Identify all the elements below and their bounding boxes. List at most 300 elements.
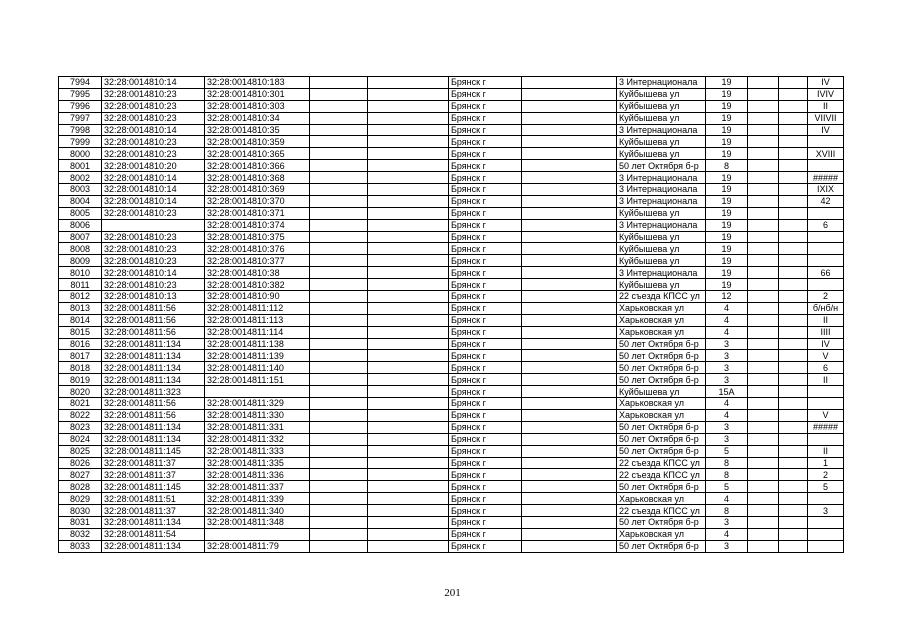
cell-col-4 — [310, 421, 368, 433]
cell-object-number: 32:28:0014811:340 — [205, 505, 310, 517]
cell-col-5 — [368, 505, 449, 517]
cell-street: 50 лет Октября б-р — [617, 481, 706, 493]
cell-city: Брянск г — [449, 540, 522, 552]
cell-street: 50 лет Октября б-р — [617, 516, 706, 528]
cell-street: 50 лет Октября б-р — [617, 350, 706, 362]
table-row — [59, 219, 844, 231]
cell-street: Куйбышева ул — [617, 112, 706, 124]
cell-col-5 — [368, 184, 449, 196]
cell-parcel-number: 32:28:0014811:323 — [102, 386, 205, 398]
cell-city: Брянск г — [449, 172, 522, 184]
cell-col-5 — [368, 540, 449, 552]
cell-col-5 — [368, 314, 449, 326]
cell-col-10 — [748, 338, 779, 350]
cell-col-11 — [779, 374, 808, 386]
cell-col-4 — [310, 362, 368, 374]
cell-col-10 — [748, 148, 779, 160]
cell-street: Харьковская ул — [617, 493, 706, 505]
cell-col-7 — [522, 433, 617, 445]
cell-apartment — [808, 516, 844, 528]
cell-city: Брянск г — [449, 255, 522, 267]
table-row — [59, 231, 844, 243]
cell-object-number: 32:28:0014811:348 — [205, 516, 310, 528]
cell-col-7 — [522, 493, 617, 505]
cell-house: 19 — [706, 195, 748, 207]
cell-col-4 — [310, 457, 368, 469]
cell-object-number: 32:28:0014811:337 — [205, 481, 310, 493]
cell-object-number: 32:28:0014811:79 — [205, 540, 310, 552]
cell-house: 8 — [706, 160, 748, 172]
cell-col-5 — [368, 326, 449, 338]
cell-apartment — [808, 398, 844, 410]
cell-col-11 — [779, 302, 808, 314]
cell-city: Брянск г — [449, 481, 522, 493]
cell-apartment — [808, 136, 844, 148]
cell-apartment: 2 — [808, 291, 844, 303]
cell-parcel-number: 32:28:0014811:145 — [102, 481, 205, 493]
cell-col-5 — [368, 398, 449, 410]
cell-house: 12 — [706, 291, 748, 303]
cell-house: 3 — [706, 516, 748, 528]
cell-parcel-number: 32:28:0014810:23 — [102, 112, 205, 124]
cell-apartment: II — [808, 445, 844, 457]
table-row — [59, 481, 844, 493]
cell-city: Брянск г — [449, 374, 522, 386]
cell-col-7 — [522, 326, 617, 338]
cell-row-number: 8001 — [59, 160, 102, 172]
cell-col-4 — [310, 445, 368, 457]
cell-col-10 — [748, 112, 779, 124]
cell-city: Брянск г — [449, 136, 522, 148]
cell-col-7 — [522, 338, 617, 350]
cell-row-number: 8025 — [59, 445, 102, 457]
cell-col-5 — [368, 421, 449, 433]
cell-col-5 — [368, 255, 449, 267]
cell-row-number: 8008 — [59, 243, 102, 255]
cell-col-11 — [779, 255, 808, 267]
cell-col-4 — [310, 148, 368, 160]
cell-col-7 — [522, 88, 617, 100]
cell-col-5 — [368, 219, 449, 231]
cell-col-7 — [522, 445, 617, 457]
cell-object-number: 32:28:0014810:370 — [205, 195, 310, 207]
cell-parcel-number: 32:28:0014811:56 — [102, 314, 205, 326]
cell-object-number: 32:28:0014811:331 — [205, 421, 310, 433]
cell-parcel-number: 32:28:0014810:23 — [102, 255, 205, 267]
cell-house: 19 — [706, 112, 748, 124]
cell-row-number: 8005 — [59, 207, 102, 219]
cell-col-10 — [748, 409, 779, 421]
cell-apartment: IXIX — [808, 184, 844, 196]
cell-object-number: 32:28:0014810:369 — [205, 184, 310, 196]
cell-col-10 — [748, 445, 779, 457]
cell-col-7 — [522, 469, 617, 481]
cell-row-number: 8031 — [59, 516, 102, 528]
cell-parcel-number: 32:28:0014810:23 — [102, 136, 205, 148]
cell-house: 4 — [706, 314, 748, 326]
cell-parcel-number: 32:28:0014810:13 — [102, 291, 205, 303]
cell-col-10 — [748, 398, 779, 410]
cell-col-7 — [522, 100, 617, 112]
cell-col-10 — [748, 219, 779, 231]
cell-apartment: 5 — [808, 481, 844, 493]
cell-col-10 — [748, 457, 779, 469]
cadastral-table — [58, 76, 844, 553]
cell-col-7 — [522, 112, 617, 124]
cell-apartment — [808, 528, 844, 540]
cell-col-4 — [310, 481, 368, 493]
cell-city: Брянск г — [449, 314, 522, 326]
cell-apartment: 6 — [808, 362, 844, 374]
cell-city: Брянск г — [449, 528, 522, 540]
cell-house: 19 — [706, 124, 748, 136]
cell-col-4 — [310, 398, 368, 410]
table-row — [59, 362, 844, 374]
cell-row-number: 8030 — [59, 505, 102, 517]
cell-street: 3 Интернационала — [617, 77, 706, 89]
cell-col-7 — [522, 243, 617, 255]
cell-house: 19 — [706, 172, 748, 184]
cell-col-10 — [748, 136, 779, 148]
cell-apartment: 42 — [808, 195, 844, 207]
cell-house: 4 — [706, 302, 748, 314]
table-row — [59, 457, 844, 469]
cell-object-number — [205, 386, 310, 398]
cell-col-5 — [368, 481, 449, 493]
cell-col-7 — [522, 314, 617, 326]
cell-street: Куйбышева ул — [617, 231, 706, 243]
cell-col-7 — [522, 207, 617, 219]
cell-apartment: 6 — [808, 219, 844, 231]
cell-city: Брянск г — [449, 350, 522, 362]
cell-apartment — [808, 207, 844, 219]
cell-col-4 — [310, 172, 368, 184]
cell-col-11 — [779, 148, 808, 160]
cell-col-10 — [748, 326, 779, 338]
cell-col-10 — [748, 243, 779, 255]
cell-object-number: 32:28:0014810:382 — [205, 279, 310, 291]
cell-street: 50 лет Октября б-р — [617, 540, 706, 552]
table-row — [59, 374, 844, 386]
cell-city: Брянск г — [449, 124, 522, 136]
cell-col-4 — [310, 160, 368, 172]
cell-object-number: 32:28:0014810:301 — [205, 88, 310, 100]
cell-house: 4 — [706, 528, 748, 540]
cell-street: 3 Интернационала — [617, 184, 706, 196]
cell-parcel-number: 32:28:0014811:134 — [102, 350, 205, 362]
cell-street: Куйбышева ул — [617, 100, 706, 112]
cell-col-4 — [310, 291, 368, 303]
cell-apartment: б/нб/н — [808, 302, 844, 314]
cell-house: 19 — [706, 279, 748, 291]
table-row — [59, 540, 844, 552]
cell-street: 50 лет Октября б-р — [617, 160, 706, 172]
table-row — [59, 255, 844, 267]
cell-col-4 — [310, 255, 368, 267]
cell-row-number: 8003 — [59, 184, 102, 196]
cell-col-5 — [368, 195, 449, 207]
cell-parcel-number: 32:28:0014810:14 — [102, 184, 205, 196]
cell-street: 22 съезда КПСС ул — [617, 457, 706, 469]
cell-col-4 — [310, 469, 368, 481]
cell-city: Брянск г — [449, 421, 522, 433]
cell-col-11 — [779, 421, 808, 433]
cell-col-7 — [522, 160, 617, 172]
cell-col-7 — [522, 421, 617, 433]
cell-col-10 — [748, 100, 779, 112]
cell-col-4 — [310, 77, 368, 89]
cell-col-5 — [368, 77, 449, 89]
cell-col-4 — [310, 528, 368, 540]
cell-row-number: 7997 — [59, 112, 102, 124]
cell-col-11 — [779, 88, 808, 100]
cell-row-number: 8033 — [59, 540, 102, 552]
cell-col-10 — [748, 516, 779, 528]
table-row — [59, 267, 844, 279]
cell-col-10 — [748, 493, 779, 505]
cell-col-10 — [748, 172, 779, 184]
cell-city: Брянск г — [449, 386, 522, 398]
cell-col-5 — [368, 231, 449, 243]
cell-object-number: 32:28:0014811:112 — [205, 302, 310, 314]
cell-house: 3 — [706, 374, 748, 386]
cell-parcel-number: 32:28:0014811:56 — [102, 409, 205, 421]
cell-col-7 — [522, 124, 617, 136]
cell-apartment — [808, 386, 844, 398]
cell-col-7 — [522, 505, 617, 517]
cell-col-10 — [748, 160, 779, 172]
cell-col-10 — [748, 362, 779, 374]
cell-house: 3 — [706, 540, 748, 552]
cell-house: 3 — [706, 421, 748, 433]
cell-row-number: 8011 — [59, 279, 102, 291]
cell-apartment: IV — [808, 338, 844, 350]
cell-col-7 — [522, 350, 617, 362]
cell-col-10 — [748, 279, 779, 291]
cell-col-11 — [779, 362, 808, 374]
cell-street: Харьковская ул — [617, 398, 706, 410]
cell-col-5 — [368, 160, 449, 172]
cell-city: Брянск г — [449, 184, 522, 196]
cell-house: 19 — [706, 88, 748, 100]
table-row — [59, 528, 844, 540]
cell-row-number: 8028 — [59, 481, 102, 493]
cell-col-10 — [748, 231, 779, 243]
cell-row-number: 8026 — [59, 457, 102, 469]
cell-house: 4 — [706, 493, 748, 505]
cell-col-5 — [368, 445, 449, 457]
cell-apartment — [808, 160, 844, 172]
cell-row-number: 7996 — [59, 100, 102, 112]
table-row — [59, 184, 844, 196]
cell-city: Брянск г — [449, 302, 522, 314]
cell-col-5 — [368, 350, 449, 362]
cell-city: Брянск г — [449, 219, 522, 231]
cell-row-number: 8023 — [59, 421, 102, 433]
cell-object-number: 32:28:0014811:113 — [205, 314, 310, 326]
cell-row-number: 8021 — [59, 398, 102, 410]
cell-col-7 — [522, 540, 617, 552]
cell-col-10 — [748, 528, 779, 540]
cell-col-4 — [310, 374, 368, 386]
cell-col-11 — [779, 445, 808, 457]
cell-city: Брянск г — [449, 398, 522, 410]
cell-street: Харьковская ул — [617, 302, 706, 314]
cell-col-11 — [779, 279, 808, 291]
cell-col-11 — [779, 314, 808, 326]
cell-row-number: 8007 — [59, 231, 102, 243]
cell-apartment — [808, 540, 844, 552]
cell-street: Куйбышева ул — [617, 207, 706, 219]
table-row — [59, 445, 844, 457]
table-body — [59, 77, 844, 553]
page-number: 201 — [444, 587, 461, 599]
cell-col-11 — [779, 195, 808, 207]
cell-col-11 — [779, 505, 808, 517]
cell-object-number: 32:28:0014811:114 — [205, 326, 310, 338]
cell-col-5 — [368, 267, 449, 279]
cell-col-11 — [779, 386, 808, 398]
cell-col-11 — [779, 528, 808, 540]
cell-street: Куйбышева ул — [617, 88, 706, 100]
cell-row-number: 7999 — [59, 136, 102, 148]
cell-house: 8 — [706, 469, 748, 481]
cell-col-10 — [748, 255, 779, 267]
cell-house: 19 — [706, 267, 748, 279]
cell-city: Брянск г — [449, 516, 522, 528]
cell-col-5 — [368, 291, 449, 303]
cell-col-11 — [779, 493, 808, 505]
cell-city: Брянск г — [449, 77, 522, 89]
cell-col-10 — [748, 421, 779, 433]
cell-house: 5 — [706, 445, 748, 457]
cell-city: Брянск г — [449, 100, 522, 112]
cell-col-5 — [368, 338, 449, 350]
table-row — [59, 505, 844, 517]
cell-house: 5 — [706, 481, 748, 493]
cell-row-number: 8013 — [59, 302, 102, 314]
cell-col-5 — [368, 148, 449, 160]
table-row — [59, 195, 844, 207]
cell-street: 22 съезда КПСС ул — [617, 469, 706, 481]
cell-row-number: 8027 — [59, 469, 102, 481]
cell-col-7 — [522, 457, 617, 469]
cell-col-11 — [779, 409, 808, 421]
cell-col-7 — [522, 409, 617, 421]
cell-col-4 — [310, 540, 368, 552]
cell-col-11 — [779, 172, 808, 184]
table-row — [59, 421, 844, 433]
cell-col-7 — [522, 219, 617, 231]
cell-col-7 — [522, 386, 617, 398]
cell-col-5 — [368, 88, 449, 100]
cell-object-number: 32:28:0014810:368 — [205, 172, 310, 184]
cell-row-number: 8006 — [59, 219, 102, 231]
cell-object-number: 32:28:0014811:336 — [205, 469, 310, 481]
cell-object-number: 32:28:0014810:303 — [205, 100, 310, 112]
cell-apartment: II — [808, 374, 844, 386]
cell-parcel-number: 32:28:0014810:23 — [102, 243, 205, 255]
cell-apartment — [808, 433, 844, 445]
cell-parcel-number: 32:28:0014811:145 — [102, 445, 205, 457]
cell-col-5 — [368, 243, 449, 255]
cell-col-11 — [779, 457, 808, 469]
cell-object-number: 32:28:0014810:35 — [205, 124, 310, 136]
cell-col-5 — [368, 172, 449, 184]
cell-col-5 — [368, 386, 449, 398]
cell-city: Брянск г — [449, 207, 522, 219]
cell-house: 19 — [706, 148, 748, 160]
cell-object-number: 32:28:0014810:34 — [205, 112, 310, 124]
cell-col-7 — [522, 77, 617, 89]
cell-object-number: 32:28:0014810:90 — [205, 291, 310, 303]
cell-row-number: 8024 — [59, 433, 102, 445]
cell-apartment: VIIVII — [808, 112, 844, 124]
table-row — [59, 160, 844, 172]
cell-object-number: 32:28:0014810:183 — [205, 77, 310, 89]
cell-col-10 — [748, 195, 779, 207]
cell-object-number: 32:28:0014811:330 — [205, 409, 310, 421]
cell-col-11 — [779, 350, 808, 362]
cell-street: 50 лет Октября б-р — [617, 362, 706, 374]
cell-col-4 — [310, 100, 368, 112]
cell-row-number: 8012 — [59, 291, 102, 303]
cell-street: 3 Интернационала — [617, 124, 706, 136]
table-row — [59, 77, 844, 89]
cell-object-number: 32:28:0014811:339 — [205, 493, 310, 505]
cell-row-number: 7994 — [59, 77, 102, 89]
cell-object-number — [205, 528, 310, 540]
cell-city: Брянск г — [449, 279, 522, 291]
cell-col-4 — [310, 409, 368, 421]
cell-col-5 — [368, 279, 449, 291]
cell-col-5 — [368, 207, 449, 219]
cell-city: Брянск г — [449, 457, 522, 469]
cell-street: Харьковская ул — [617, 409, 706, 421]
cell-col-4 — [310, 326, 368, 338]
cell-apartment — [808, 493, 844, 505]
cell-col-7 — [522, 481, 617, 493]
cell-house: 19 — [706, 219, 748, 231]
cell-parcel-number: 32:28:0014810:23 — [102, 231, 205, 243]
cell-col-10 — [748, 267, 779, 279]
cell-col-7 — [522, 172, 617, 184]
cell-house: 19 — [706, 77, 748, 89]
cell-apartment — [808, 255, 844, 267]
cell-parcel-number: 32:28:0014811:134 — [102, 516, 205, 528]
cell-col-4 — [310, 314, 368, 326]
cell-apartment: IVIV — [808, 88, 844, 100]
table-row — [59, 469, 844, 481]
cell-apartment: 3 — [808, 505, 844, 517]
cell-col-7 — [522, 291, 617, 303]
cell-col-11 — [779, 326, 808, 338]
cell-col-11 — [779, 267, 808, 279]
cell-row-number: 8000 — [59, 148, 102, 160]
cell-apartment: ##### — [808, 172, 844, 184]
cell-object-number: 32:28:0014811:332 — [205, 433, 310, 445]
cell-house: 15А — [706, 386, 748, 398]
cell-col-11 — [779, 160, 808, 172]
cell-house: 8 — [706, 457, 748, 469]
cell-apartment — [808, 279, 844, 291]
cell-parcel-number: 32:28:0014810:14 — [102, 267, 205, 279]
table-row — [59, 100, 844, 112]
cell-object-number: 32:28:0014811:139 — [205, 350, 310, 362]
cell-parcel-number: 32:28:0014810:14 — [102, 124, 205, 136]
cell-col-5 — [368, 100, 449, 112]
cell-parcel-number: 32:28:0014811:134 — [102, 362, 205, 374]
